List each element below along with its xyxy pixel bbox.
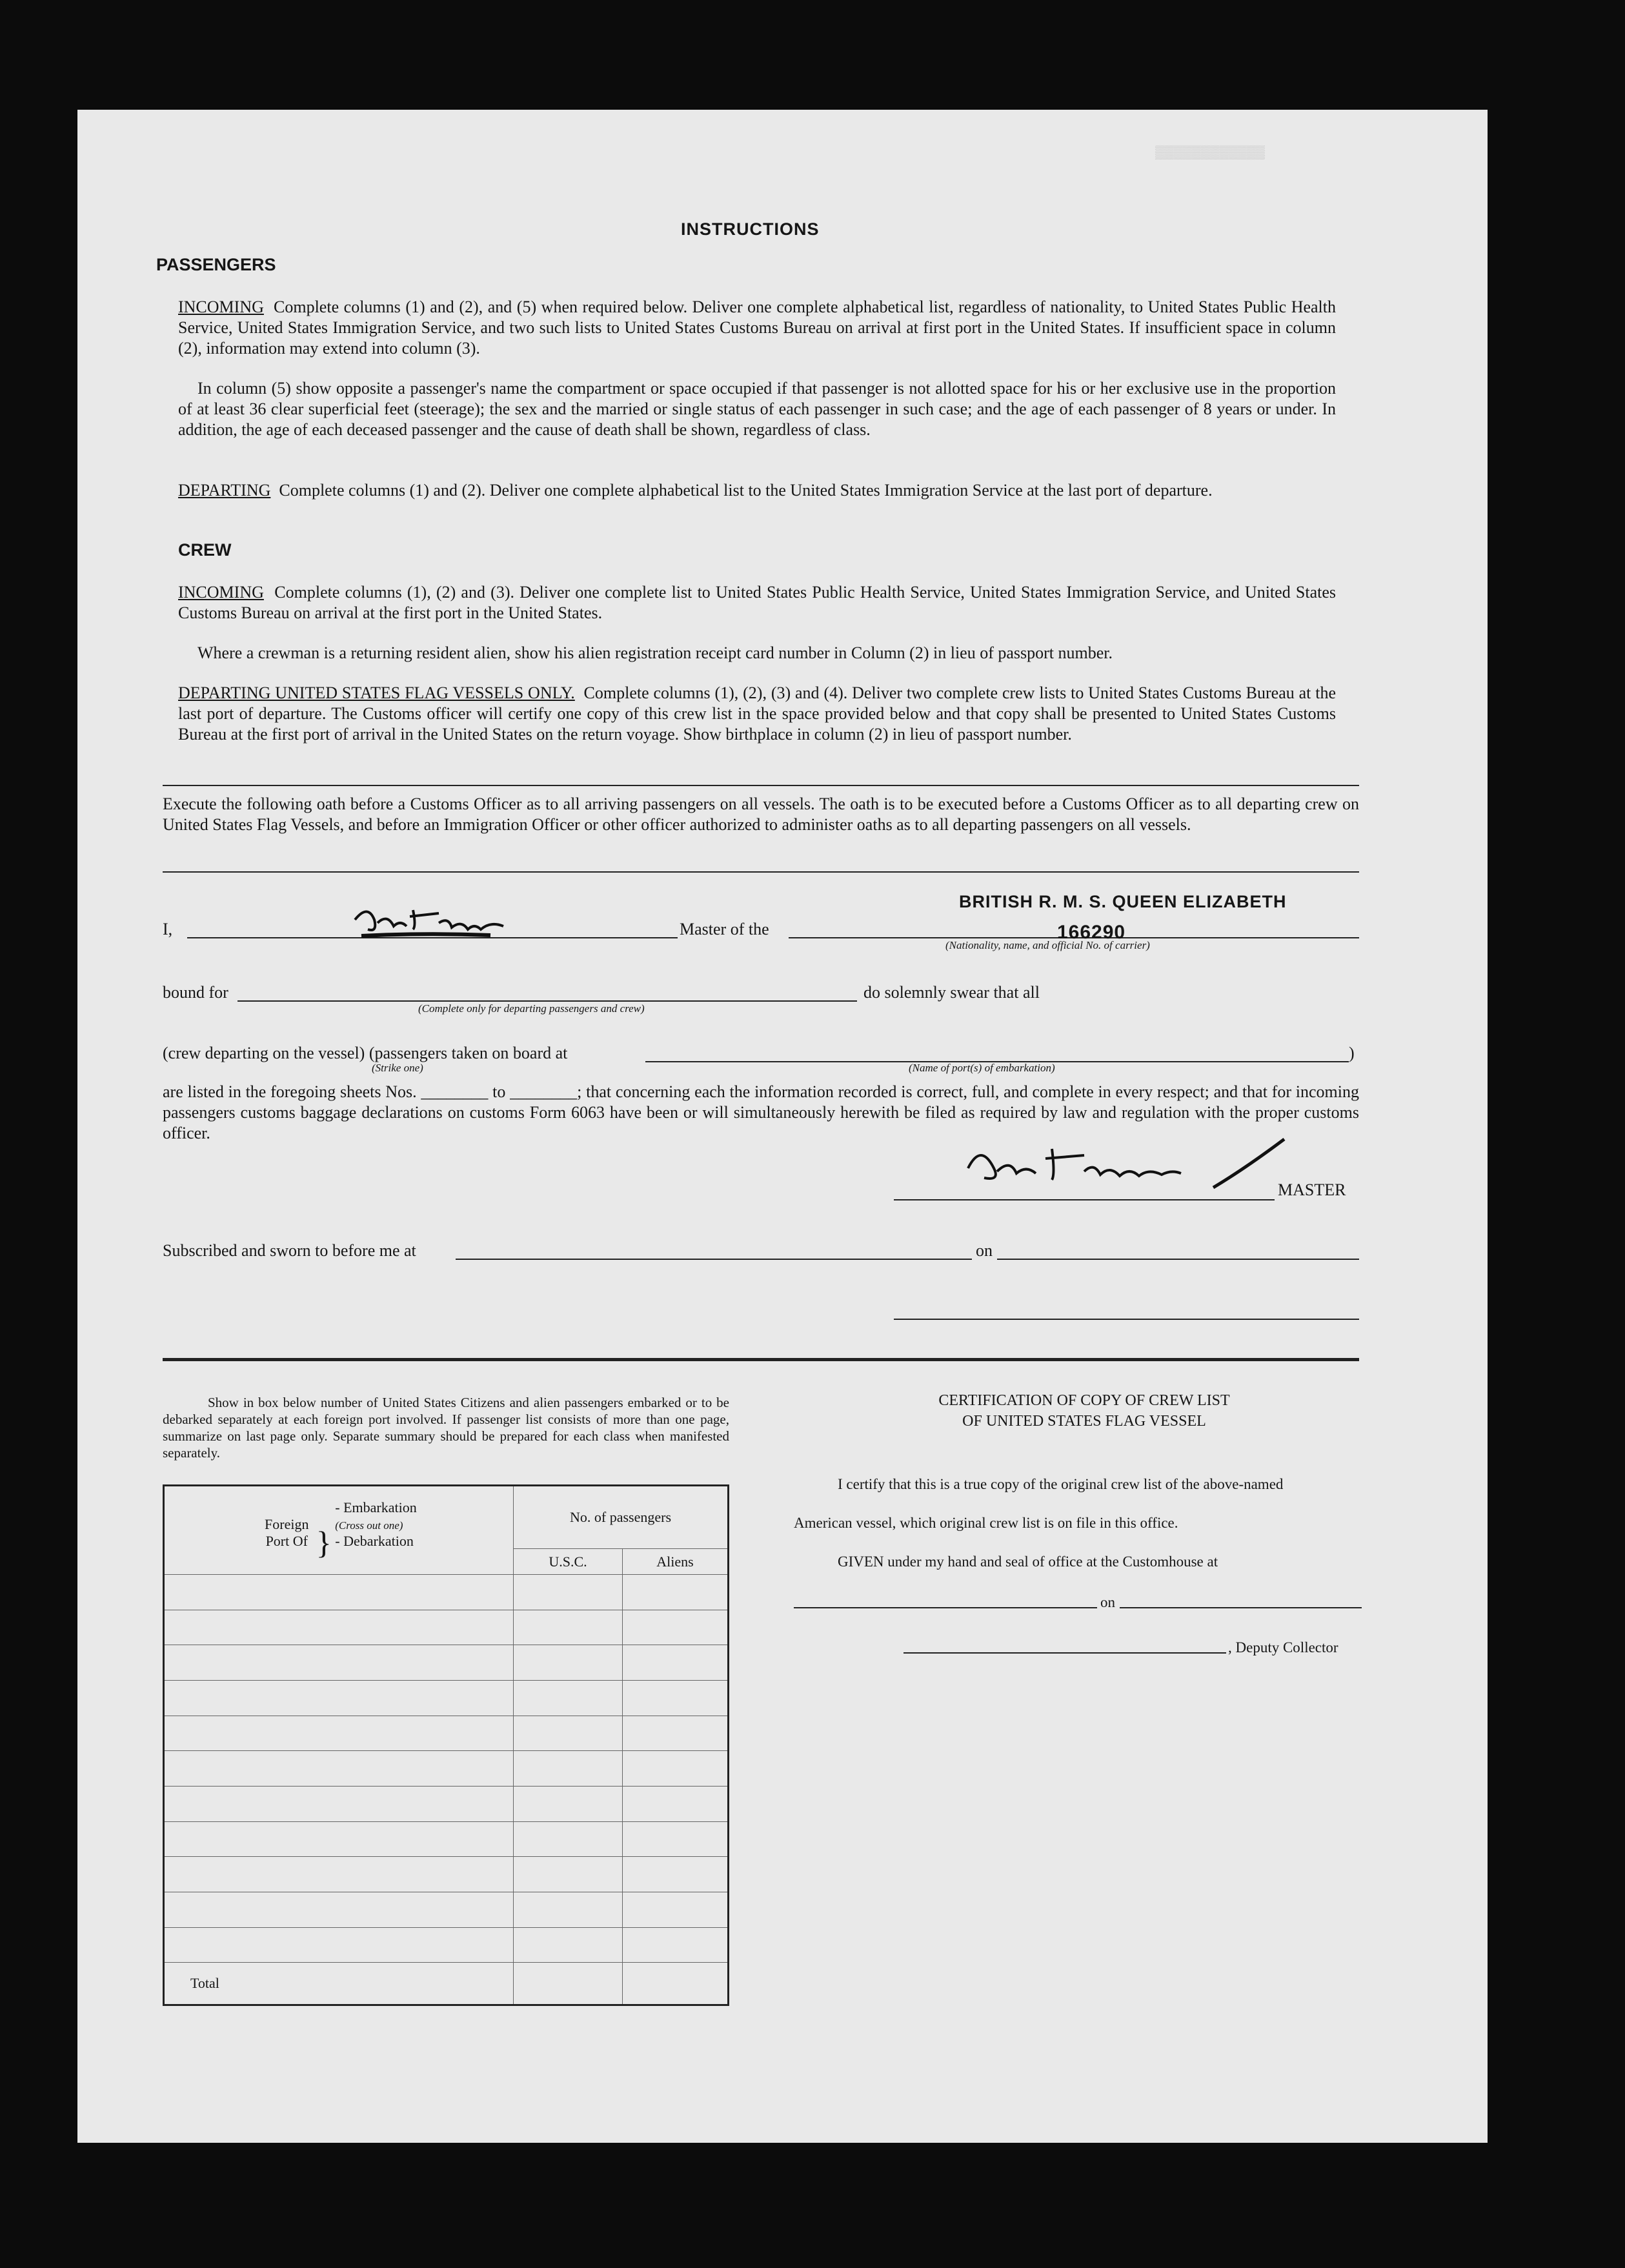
bound-for-line bbox=[237, 1000, 857, 1002]
incoming-crew-paragraph bbox=[178, 582, 1336, 623]
bound-for-label: bound for bbox=[163, 983, 228, 1002]
close-paren: ) bbox=[1349, 1044, 1355, 1062]
departing-label: DEPARTING bbox=[178, 481, 271, 500]
divider bbox=[163, 871, 1359, 873]
certify-line1: I certify that this is a true copy of the original crew list of the above-named bbox=[838, 1476, 1284, 1492]
table-row bbox=[164, 1610, 514, 1645]
foreign-port-header bbox=[164, 1486, 514, 1575]
table-row bbox=[164, 1645, 514, 1681]
master-signature-image bbox=[348, 894, 529, 946]
incoming-passengers-paragraph bbox=[178, 297, 1336, 359]
certification-title-line2: OF UNITED STATES FLAG VESSEL bbox=[962, 1413, 1206, 1430]
master-of-the-label: Master of the bbox=[680, 920, 769, 938]
bound-for-caption: (Complete only for departing passengers and crew) bbox=[418, 1002, 645, 1015]
departing-us-flag-paragraph bbox=[178, 683, 1336, 745]
cert-on-label: on bbox=[1100, 1594, 1115, 1610]
subscribed-on-label: on bbox=[976, 1241, 993, 1260]
departing-us-flag-label: DEPARTING UNITED STATES FLAG VESSELS ONLY. bbox=[178, 683, 575, 702]
table-row bbox=[164, 1716, 514, 1751]
no-of-passengers-header: No. of passengers bbox=[514, 1486, 729, 1549]
subscribed-label: Subscribed and sworn to before me at bbox=[163, 1241, 416, 1260]
oath-i-label: I, bbox=[163, 920, 173, 938]
crewman-paragraph: Where a crewman is a returning resident alien, show his alien registration receipt card number in Column (2) in lieu of passport number. bbox=[197, 643, 1113, 662]
incoming-label: INCOMING bbox=[178, 298, 264, 316]
master-label: MASTER bbox=[1278, 1180, 1346, 1199]
certification-title bbox=[865, 1390, 1304, 1432]
aliens-header: Aliens bbox=[623, 1549, 729, 1574]
section-divider bbox=[163, 1358, 1359, 1361]
table-row bbox=[164, 1751, 514, 1787]
debarkation-label: - Debarkation bbox=[335, 1532, 414, 1549]
table-row bbox=[164, 1892, 514, 1928]
oath-intro: Execute the following oath before a Customs Officer as to all arriving passengers on all vessels. The oath is to be executed before a Customs Officer as to all departing crew on United States Flag Vessels, and before an Immigration Officer or other officer authorized to administer oaths as to all departing passengers on all vessels. bbox=[163, 795, 1359, 834]
column5-paragraph: In column (5) show opposite a passenger's name the compartment or space occupied if that passenger is not allotted space for his or her exclusive use in the proportion of at least 36 clear superficial feet (steerage); the sex and the married or single status of each passenger in such case; and the age of each passenger of 8 years or under. In addition, the age of each deceased passenger and the cause of death shall be shown, regardless of class. bbox=[178, 379, 1336, 439]
vessel-caption: (Nationality, name, and official No. of carrier) bbox=[945, 939, 1150, 951]
customhouse-line bbox=[794, 1607, 1097, 1608]
embarkation-label: - Embarkation bbox=[335, 1499, 417, 1515]
table-row bbox=[164, 1927, 514, 1963]
deputy-collector-label: , Deputy Collector bbox=[1228, 1639, 1338, 1655]
crew-departing-text: (crew departing on the vessel) (passengers taken on board at bbox=[163, 1044, 568, 1062]
passengers-heading: PASSENGERS bbox=[156, 255, 276, 274]
cross-out-caption: (Cross out one) bbox=[335, 1519, 403, 1532]
incoming-crew-label: INCOMING bbox=[178, 583, 264, 602]
table-row bbox=[164, 1786, 514, 1821]
foreign-port-label: Foreign Port Of bbox=[265, 1515, 309, 1549]
incoming-crew-text: Complete columns (1), (2) and (3). Deliver one complete list to United States Public Health Service, United States Immigration Service, and United States Customs Bureau on arrival at the first port in the United States. bbox=[178, 583, 1336, 622]
cert-date-line bbox=[1120, 1607, 1362, 1608]
listed-paragraph: are listed in the foregoing sheets Nos. ________ to ________; that concerning each the information recorded is correct, full, and complete in every respect; and that for incoming passengers customs baggage declarations on customs Form 6063 have been or will simultaneously herewith be filed as required by law and regulation with the proper customs officer. bbox=[163, 1082, 1359, 1142]
subscribed-date-line bbox=[997, 1259, 1359, 1260]
certification-title-line1: CERTIFICATION OF COPY OF CREW LIST bbox=[938, 1392, 1230, 1409]
divider bbox=[163, 785, 1359, 786]
incoming-passengers-text: Complete columns (1) and (2), and (5) when required below. Deliver one complete alphabetical list, regardless of nationality, to United States Public Health Service, United States Immigration Service, and two such lists to United States Customs Bureau on arrival at first port in the United States. If insufficient space in column (2), information may extend into column (3). bbox=[178, 298, 1336, 358]
table-row bbox=[164, 1574, 514, 1610]
ports-caption: (Name of port(s) of embarkation) bbox=[909, 1062, 1055, 1074]
certify-line2: American vessel, which original crew list is on file in this office. bbox=[794, 1515, 1178, 1531]
table-row bbox=[164, 1680, 514, 1716]
officer-signature-line bbox=[894, 1319, 1359, 1320]
vessel-name-stamp: BRITISH R. M. S. QUEEN ELIZABETH bbox=[959, 892, 1287, 911]
instructions-title: INSTRUCTIONS bbox=[681, 219, 820, 239]
departing-passengers-text: Complete columns (1) and (2). Deliver one complete alphabetical list to the United States Immigration Service at the last port of departure. bbox=[279, 481, 1213, 500]
master-signature-image bbox=[955, 1129, 1329, 1207]
deputy-collector-line bbox=[903, 1652, 1226, 1654]
table-row bbox=[164, 1821, 514, 1857]
subscribed-place-line bbox=[456, 1259, 972, 1260]
departing-passengers-paragraph bbox=[178, 480, 1336, 501]
total-label: Total bbox=[164, 1963, 514, 2005]
usc-header: U.S.C. bbox=[514, 1549, 623, 1574]
strike-one-caption: (Strike one) bbox=[372, 1062, 423, 1074]
given-line: GIVEN under my hand and seal of office at the Customhouse at bbox=[838, 1554, 1218, 1570]
passenger-summary-table bbox=[163, 1484, 729, 2006]
brace-symbol: } bbox=[316, 1524, 332, 1561]
bleed-through-text: ▒▒▒▒▒▒▒▒▒▒▒▒ bbox=[1155, 145, 1266, 159]
table-row bbox=[164, 1857, 514, 1892]
departing-us-flag-text: Complete columns (1), (2), (3) and (4). Deliver two complete crew lists to United States Customs Bureau at the last port of departure. The Customs officer will certify one copy of this crew list in the space provided below and that copy shall be presented to United States Customs Bureau at the first port of arrival in the United States on the return voyage. Show birthplace in column (2) in lieu of passport number. bbox=[178, 683, 1336, 744]
crew-heading: CREW bbox=[178, 540, 232, 560]
swear-text: do solemnly swear that all bbox=[863, 983, 1040, 1002]
master-signature-line bbox=[894, 1199, 1275, 1200]
official-number: 166290 bbox=[1057, 922, 1126, 943]
summary-instructions: Show in box below number of United States Citizens and alien passengers embarked or to be debarked separately at each foreign port involved. If passenger list consists of more than one page, summarize on last page only. Separate summary should be prepared for each class when manifested separately. bbox=[163, 1395, 729, 1461]
